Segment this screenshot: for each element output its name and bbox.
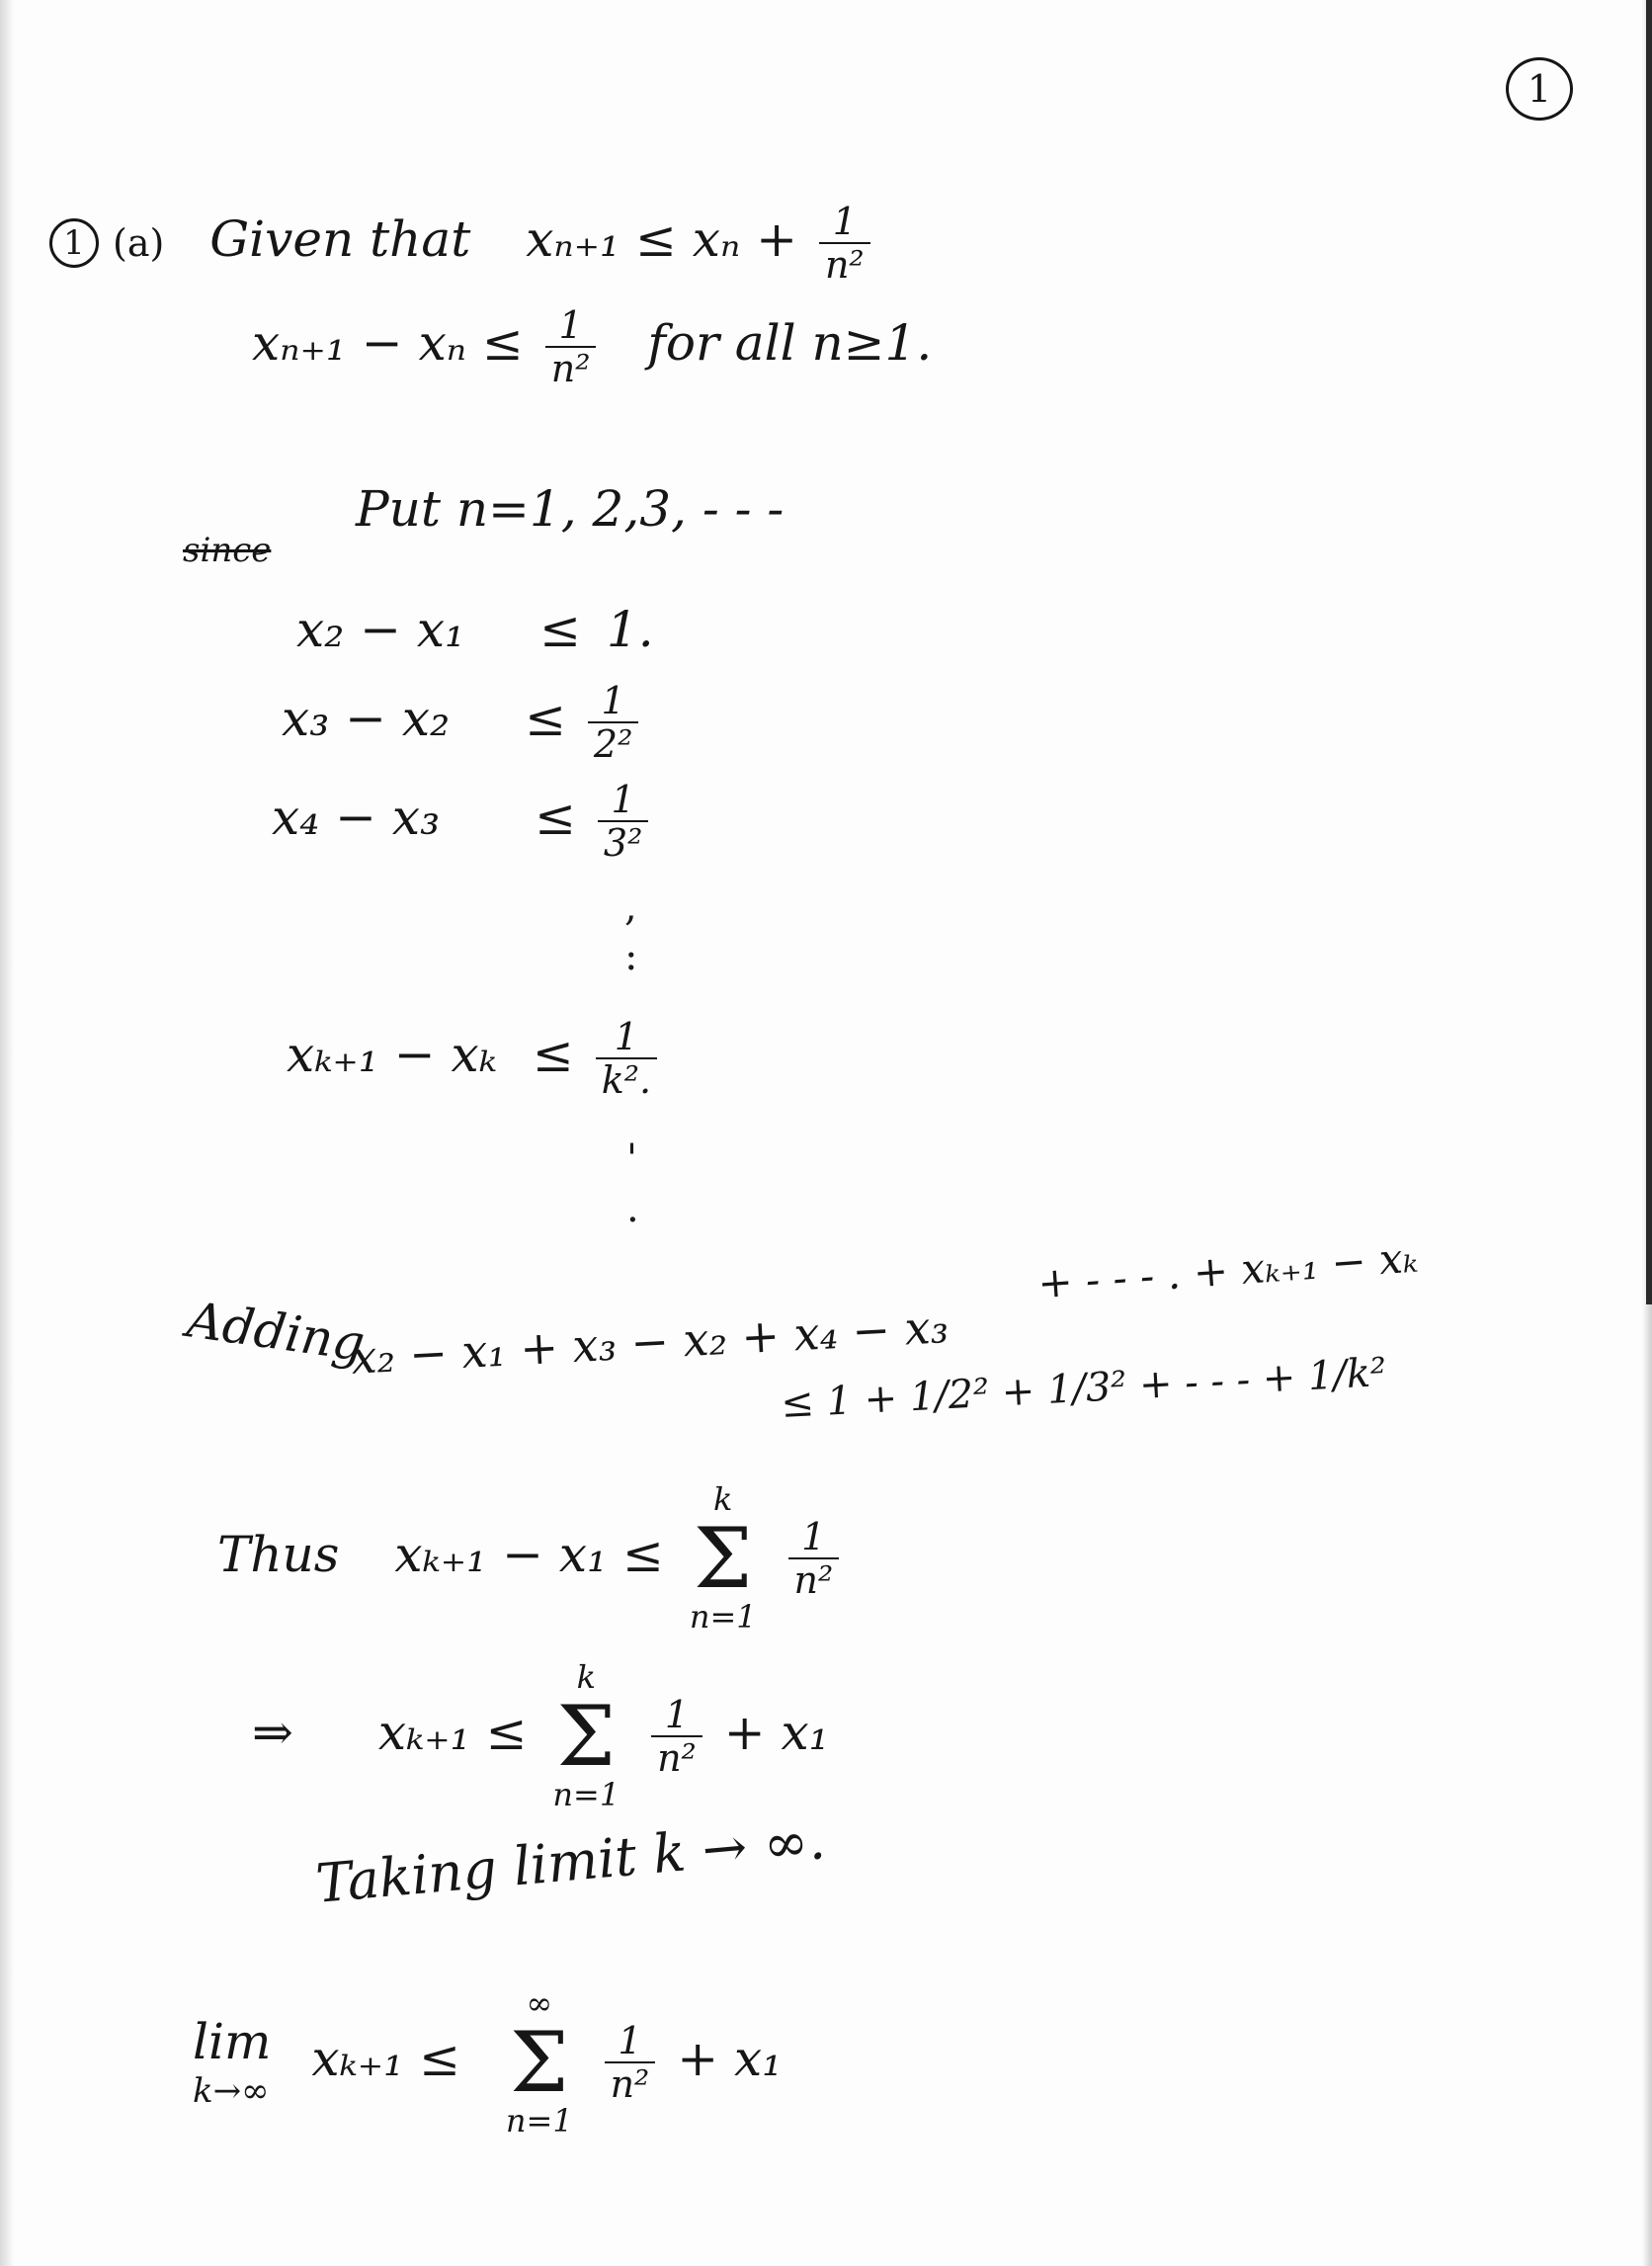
- step-line-k: [287, 1015, 663, 1102]
- page-number: 1: [1506, 57, 1573, 121]
- sum-1-num: 1: [801, 1515, 826, 1559]
- sum-3-lower: n=1: [505, 2102, 573, 2140]
- line2-frac-num: 1: [558, 303, 583, 347]
- thus-label: Thus: [217, 1526, 340, 1584]
- sum-3-fraction: [605, 2019, 656, 2107]
- thus-line: [217, 1482, 845, 1635]
- step-2-rel: ≤: [525, 690, 566, 747]
- given-frac-den: n²: [824, 243, 865, 287]
- step-1-rel: ≤: [539, 601, 581, 658]
- put-line: Put n=1, 2,3, - - -: [356, 480, 785, 538]
- page-left-shadow: [0, 0, 14, 2266]
- sum-2-tail: + x₁: [723, 1704, 829, 1762]
- step-1-rhs: 1.: [606, 601, 654, 658]
- vertical-dots-3: ': [626, 1136, 637, 1182]
- implies-line: [252, 1660, 829, 1812]
- sum-3-tail: + x₁: [677, 2030, 783, 2088]
- question-heading: [49, 200, 876, 287]
- step-2-lhs: x₃ − x₂: [282, 690, 451, 747]
- line2-lhs: xₙ₊₁ − xₙ ≤: [252, 314, 524, 372]
- sum-2-fraction: [651, 1693, 702, 1781]
- vertical-dots-4: .: [626, 1186, 639, 1231]
- sum-2-num: 1: [664, 1693, 690, 1737]
- sum-3-upper: ∞: [526, 1984, 553, 2022]
- step-3-fraction: [598, 778, 648, 865]
- adding-top-continuation: + - - - . + xₖ₊₁ − xₖ: [1035, 1232, 1420, 1308]
- lim-subscript: k→∞: [193, 2071, 270, 2112]
- implies-arrow: ⇒: [252, 1704, 293, 1762]
- sum-2-upper: k: [576, 1658, 596, 1696]
- sum-3: ∞ Σ n=1: [505, 1984, 573, 2140]
- vertical-dots-1: ,: [624, 884, 637, 930]
- line2-fraction: [545, 303, 597, 390]
- limit-line: [193, 1986, 782, 2139]
- question-number: 1: [49, 218, 99, 268]
- step-k-num: 1: [614, 1015, 638, 1058]
- sum-2-lower: n=1: [552, 1776, 620, 1814]
- question-part: (a): [113, 221, 165, 265]
- sum-1-fraction: [788, 1515, 840, 1603]
- step-line-1: [296, 601, 654, 658]
- page-right-dark-edge: [1646, 0, 1652, 1304]
- vertical-dots-2: :: [624, 934, 638, 979]
- lim-operator: [193, 2013, 272, 2112]
- thus-lhs: xₖ₊₁ − x₁ ≤: [394, 1526, 664, 1584]
- step-line-3: [272, 778, 654, 865]
- step-3-num: 1: [611, 778, 635, 821]
- line2-frac-den: n²: [550, 347, 591, 390]
- difference-inequality: [252, 303, 933, 390]
- step-3-rel: ≤: [535, 789, 576, 846]
- step-k-den: k².: [601, 1058, 652, 1102]
- adding-row-rhs: ≤ 1 + 1/2² + 1/3² + - - - + 1/k²: [780, 1349, 1388, 1428]
- step-2-den: 2²: [593, 722, 633, 766]
- taking-limit-line: Taking limit k → ∞.: [313, 1808, 828, 1915]
- sum-3-den: n²: [610, 2062, 650, 2107]
- adding-row-lhs: x₂ − x₁ + x₃ − x₂ + x₄ − x₃: [350, 1300, 950, 1385]
- lim-lhs: xₖ₊₁ ≤: [311, 2030, 460, 2088]
- heading-text: Given that: [209, 210, 471, 268]
- sum-1-lower: n=1: [689, 1598, 757, 1637]
- given-inequality: xₙ₊₁ ≤ xₙ +: [526, 210, 798, 268]
- given-fraction: [819, 200, 870, 287]
- given-frac-num: 1: [832, 200, 857, 243]
- step-2-num: 1: [601, 679, 625, 722]
- step-1-lhs: x₂ − x₁: [296, 601, 465, 658]
- sum-2-den: n²: [657, 1736, 697, 1781]
- step-k-rel: ≤: [532, 1026, 574, 1083]
- sum-1: k Σ n=1: [689, 1480, 757, 1637]
- since-struck-word: since: [183, 531, 272, 570]
- sum-1-den: n²: [793, 1558, 834, 1603]
- step-k-fraction: [596, 1015, 657, 1102]
- sum-1-upper: k: [713, 1480, 733, 1518]
- sum-2: k Σ n=1: [552, 1658, 620, 1814]
- lim-label: lim: [193, 2013, 272, 2071]
- sum-3-num: 1: [618, 2019, 642, 2063]
- step-line-2: [282, 679, 644, 766]
- line2-rhs: for all n≥1.: [647, 314, 933, 372]
- step-3-den: 3²: [603, 821, 643, 865]
- step-3-lhs: x₄ − x₃: [272, 789, 441, 846]
- step-k-lhs: xₖ₊₁ − xₖ: [287, 1026, 497, 1083]
- adding-label: Adding: [183, 1291, 369, 1373]
- step-2-fraction: [588, 679, 638, 766]
- implies-lhs: xₖ₊₁ ≤: [377, 1704, 528, 1762]
